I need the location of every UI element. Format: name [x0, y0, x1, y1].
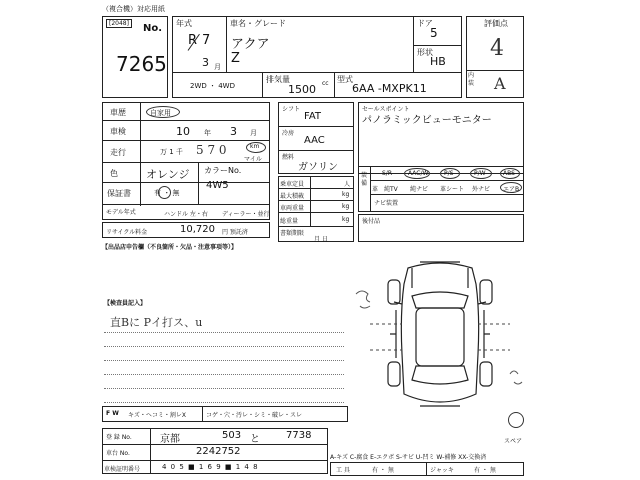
score-value: 4: [490, 36, 504, 61]
shift-label: シフト: [282, 106, 301, 113]
jack-label: ジャッキ: [430, 467, 454, 474]
reg-number: 7738: [286, 430, 312, 441]
warranty-options: 有 ・ 無: [154, 189, 180, 197]
fuel-value: ガソリン: [298, 162, 338, 173]
doors-label: ドア: [417, 19, 433, 28]
eq-aacw: AAC/W: [408, 170, 429, 177]
cert-value: 4 0 5 ■ 1 6 9 ■ 1 4 8: [162, 463, 259, 471]
shaken-year-unit: 年: [204, 129, 211, 137]
reg-kana: と: [250, 434, 260, 445]
year-month: 3: [202, 56, 209, 69]
warranty-label: 保証書: [107, 189, 131, 198]
shaken-month-unit: 月: [250, 129, 257, 137]
header-fragment: （複合機）対応用紙: [102, 5, 165, 13]
spare-label: スペア: [504, 438, 523, 445]
weight-unit: kg: [342, 203, 350, 210]
damage-fw: F W: [106, 410, 119, 417]
jack-options: 有 ・ 無: [474, 467, 496, 474]
recycle-unit: 円 預託済: [222, 229, 248, 236]
year-month-unit: 月: [214, 63, 221, 71]
history-value: 自家用: [150, 109, 171, 117]
capacity-label: 乗車定員: [280, 181, 305, 188]
eq-abs: ABS: [503, 170, 515, 177]
color-label: 色: [110, 169, 118, 178]
selling-point-label: セールスポイント: [362, 106, 410, 113]
chassis-number: 2242752: [196, 446, 241, 457]
color-value: オレンジ: [146, 168, 190, 181]
inspector-note: 直Bに Pイ打ス、u: [110, 316, 203, 329]
reg-label: 登 録 No.: [106, 434, 132, 441]
eq-tv: 純TV: [384, 186, 398, 193]
year-era: R: [188, 33, 198, 48]
mileage-mile: マイル: [244, 156, 262, 163]
interior-value: A: [494, 74, 506, 93]
eq-seat: 革シート: [440, 186, 465, 193]
year-label: 年式: [176, 19, 192, 28]
equipment-label: 装備: [361, 172, 368, 187]
cert-label: 車検証明番号: [104, 466, 141, 473]
nav-label: ナビ装置: [374, 200, 399, 207]
model-row-label: モデル年式: [106, 209, 136, 216]
docs-label: 書類期限: [280, 230, 305, 237]
reg-city: 京都: [160, 434, 180, 445]
recycle-label: リサイクル料金: [106, 229, 148, 236]
color-no-label: カラーNo.: [204, 166, 242, 175]
docs-unit: 月 日: [314, 236, 328, 243]
shape-label: 形状: [417, 48, 433, 57]
lot-number: 7265: [116, 52, 167, 76]
shape-value: HB: [430, 55, 446, 68]
eq-airbag: エアB: [503, 186, 520, 193]
weight-label: 車両重量: [280, 205, 305, 212]
history-label: 車歴: [110, 108, 126, 117]
mileage-km: km: [250, 143, 260, 150]
name-label: 車名・グレード: [230, 19, 286, 28]
color-no-value: 4W5: [206, 180, 229, 191]
shift-value: FAT: [304, 111, 322, 122]
fuel-label: 燃料: [282, 154, 295, 161]
mileage-units: 万 1 千: [160, 148, 183, 156]
cc-unit: cc: [322, 80, 329, 87]
shaken-label: 車検: [110, 127, 126, 136]
doors-value: 5: [430, 26, 438, 40]
tools-options: 有 ・ 無: [372, 467, 394, 474]
damage-other: コゲ・穴・汚レ・シミ・破レ・スレ: [206, 412, 303, 419]
model-grade: Z: [231, 51, 240, 66]
aftermarket-label: 後付品: [362, 218, 381, 225]
load-label: 最大積載: [280, 193, 305, 200]
displacement-label: 排気量: [266, 75, 290, 84]
eq-ps: P/S: [444, 170, 454, 177]
capacity-unit: 人: [344, 181, 351, 188]
displacement-value: 1500: [288, 83, 316, 96]
total-unit: kg: [342, 216, 350, 223]
car-diagram: [350, 254, 530, 424]
damage-text: キズ・ヘコミ・割レX: [128, 412, 186, 419]
eq-outnavi: 外ナビ: [472, 186, 491, 193]
tools-label: 工 具: [336, 467, 350, 474]
lot-code: [2048]: [106, 19, 132, 28]
ac-label: 冷房: [282, 130, 295, 137]
year-value: 7: [202, 33, 211, 48]
mileage-hand: 5 7 0: [196, 143, 227, 157]
spare-tire: [508, 412, 524, 428]
total-label: 総重量: [280, 218, 299, 225]
notice-label: 【出品店申告欄（不良箇所・欠品・注意事項等）】: [102, 244, 238, 251]
chassis-label: 車台 No.: [106, 450, 130, 457]
interior-label: 内装: [468, 72, 475, 87]
eq-leather: 革: [372, 186, 379, 193]
load-unit: kg: [342, 191, 350, 198]
eq-sr: S/R: [382, 170, 392, 177]
lot-no-label: No.: [143, 23, 163, 34]
model-code: 6AA -MXPK11: [352, 82, 427, 95]
reg-class: 503: [222, 430, 242, 441]
dealer-label: ディーラー・並行: [222, 211, 270, 218]
score-label: 評価点: [484, 19, 508, 28]
handle-label: ハンドル 左・右: [164, 211, 208, 218]
ac-value: AAC: [304, 135, 325, 146]
shaken-month: 3: [230, 125, 237, 138]
eq-pw: P/W: [474, 170, 486, 177]
mileage-label: 走行: [110, 148, 126, 157]
drive-options: 2WD ・ 4WD: [190, 82, 235, 90]
damage-legend: A-キズ C-腐食 E-エクボ S-サビ U-凹ミ W-補修 XX-交換済: [330, 454, 487, 461]
model-code-label: 型式: [337, 75, 353, 84]
inspector-label: 【検査員記入】: [104, 300, 147, 307]
aftermarket-box: [358, 214, 524, 242]
selling-point-text: パノラミックビューモニター: [362, 115, 492, 126]
eq-navi: 純ナビ: [410, 186, 429, 193]
shaken-year: 10: [176, 125, 190, 138]
recycle-value: 10,720: [180, 224, 215, 235]
model-name: アクア: [231, 37, 270, 52]
